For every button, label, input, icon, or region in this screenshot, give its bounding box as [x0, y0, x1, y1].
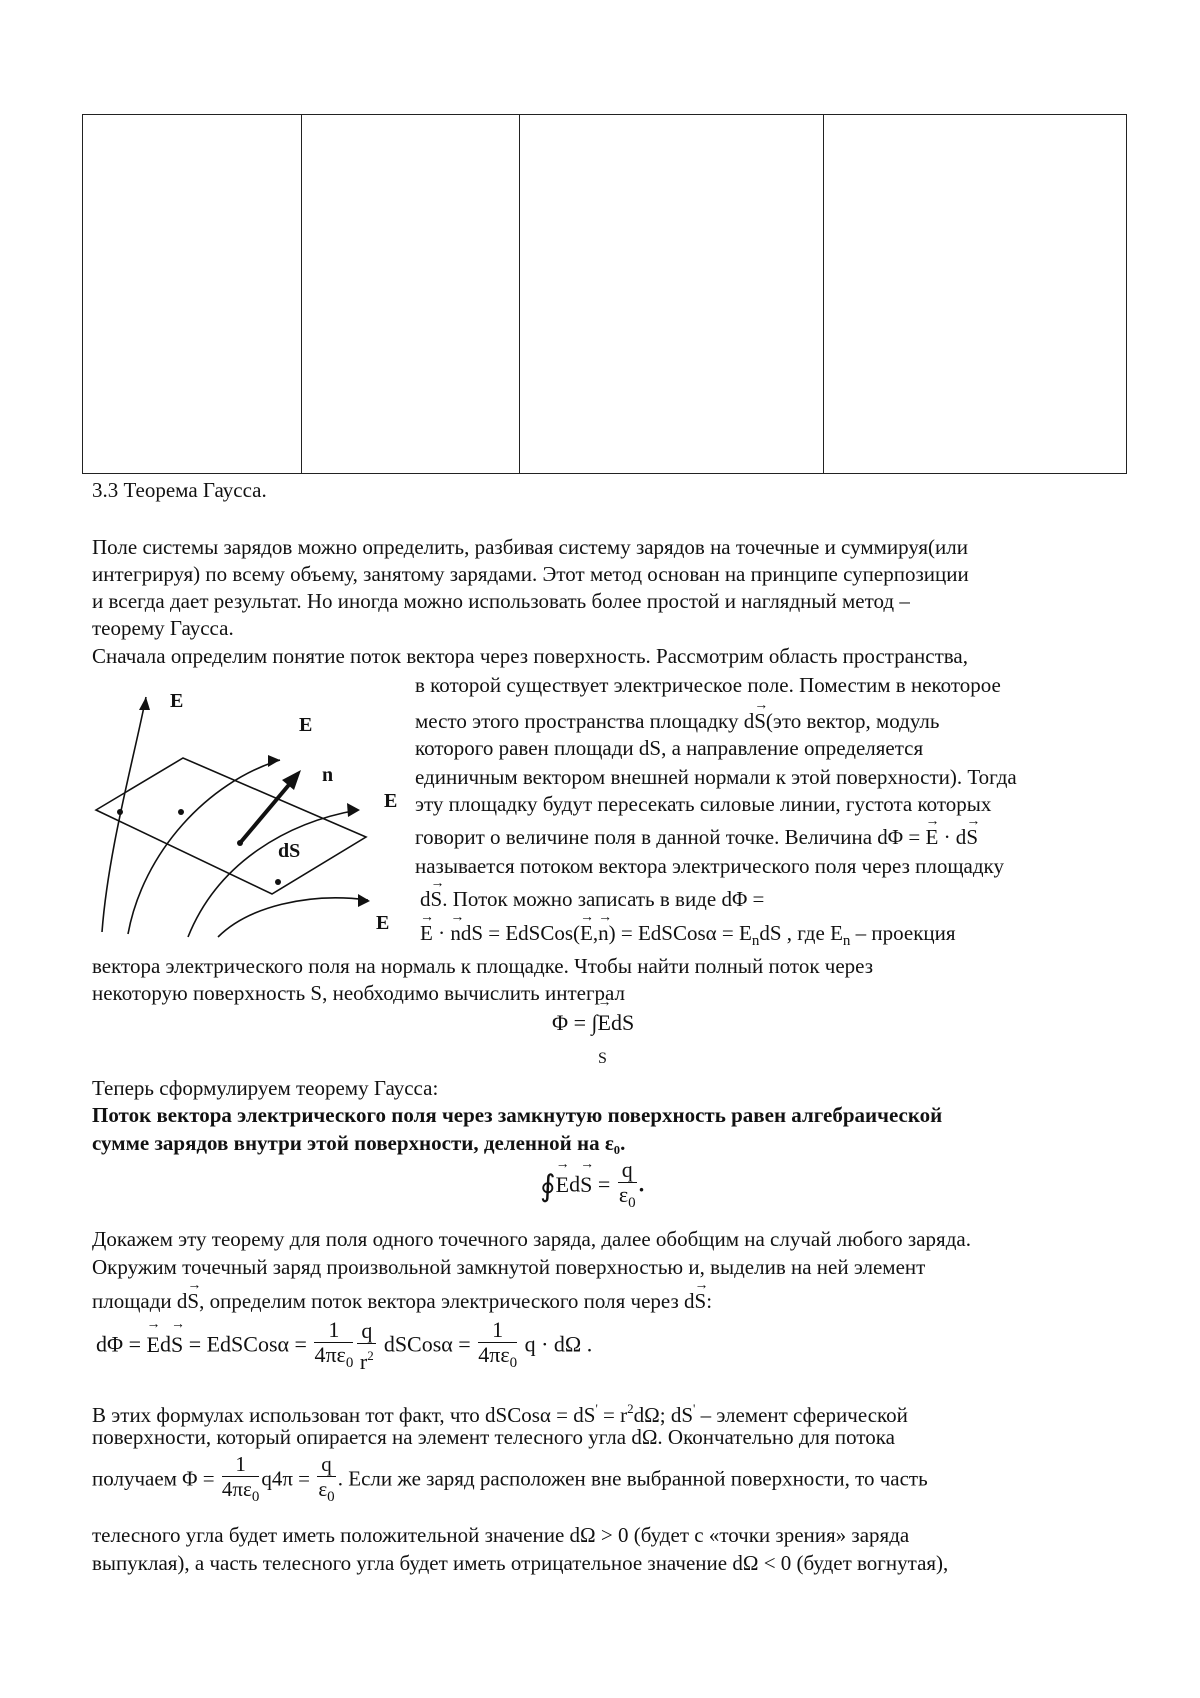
side-text: dS = EdSCos(: [460, 921, 581, 945]
para2-line: вектора электрического поля на нормаль к площадке. Чтобы найти полный поток через: [92, 954, 874, 978]
text: , определим поток вектора электрического поля через: [199, 1289, 685, 1313]
table-divider: [519, 115, 520, 473]
text: dΩ; dS: [633, 1403, 693, 1427]
after-line: выпуклая), а часть телесного угла будет иметь отрицательное значение dΩ < 0 (будет вогнутая),: [92, 1551, 949, 1575]
side-text: . Поток можно записать в виде dΦ =: [442, 887, 765, 911]
side-text: – проекция: [850, 921, 956, 945]
contour-integral-sign: ∮: [540, 1170, 556, 1203]
side-text: ·: [438, 921, 446, 945]
subscript: 0: [628, 1195, 636, 1211]
vector-s: → S: [171, 1332, 183, 1358]
side-line: в которой существует электрическое поле. Поместим в некоторое: [415, 673, 1001, 697]
integral-sign: Φ = ∫: [552, 1010, 598, 1035]
numerator: 1: [314, 1318, 353, 1343]
para1-line: и всегда дает результат. Но иногда можно использовать более простой и наглядный метод –: [92, 589, 910, 613]
side-line: говорит о величине поля в данной точке. Величина dΦ = → E · d→ S: [415, 824, 978, 850]
epsilon: ε: [618, 1182, 629, 1207]
side-line: [415, 708, 940, 734]
proof-line: Окружим точечный заряд произвольной замкнутой поверхностью и, выделив на ней элемент: [92, 1255, 926, 1279]
side-text: ) = EdSCosα = E: [608, 921, 752, 945]
vector-s: → S: [187, 1288, 199, 1314]
table-divider: [301, 115, 302, 473]
section-title: 3.3 Теорема Гаусса.: [92, 478, 267, 502]
after-line: телесного угла будет иметь положительной значение dΩ > 0 (будет с «точки зрения» заряда: [92, 1523, 910, 1547]
flux-derivation: dΦ = → Ed→ S = EdSCosα = $\frac{1}{4\pi\varepsilon_0}$ $\frac{q}{r^2}$ dSCosα = $\frac{1}{4\pi\varepsilon_0}$ q · dΩ .: [96, 1318, 592, 1375]
text: получаем Φ =: [92, 1466, 220, 1491]
text: = r: [597, 1403, 628, 1427]
period: .: [638, 1171, 645, 1197]
table-divider: [823, 115, 824, 473]
fraction: [314, 1318, 353, 1375]
fraction: [317, 1452, 336, 1509]
equals: =: [597, 1171, 611, 1197]
side-text: (это вектор, модуль: [765, 709, 940, 733]
field-label-e: E: [299, 714, 313, 736]
integrand: dS: [610, 1010, 635, 1035]
integral-lower-limit: S: [598, 1050, 607, 1067]
gauss-formula: ∮→ Ed→ S = $\frac{q}{\varepsilon_0}$ .: [540, 1158, 644, 1215]
after-line: В этих формулах использован тот факт, что dSCosα = $dS' = r^2d\Omega$; dS' – элемент сферической: [92, 1401, 908, 1427]
denominator: $4\pi\varepsilon_0$: [221, 1477, 260, 1505]
text: В этих формулах использован тот факт, что dSCosα = dS: [92, 1403, 596, 1427]
proof-line: Докажем эту теорему для поля одного точечного заряда, далее обобщим на случай любого заряда.: [92, 1227, 971, 1251]
denominator: $\varepsilon_0$: [318, 1477, 335, 1505]
flux-integral: [552, 1010, 634, 1036]
vector-s: → S: [695, 1288, 707, 1314]
numerator: q: [618, 1158, 637, 1183]
fraction: [357, 1319, 376, 1374]
denominator: $4\pi\varepsilon_0$: [478, 1342, 518, 1371]
side-line: которого равен площади dS, а направление определяется: [415, 736, 924, 760]
vector-e: → E: [598, 1010, 611, 1036]
denominator: [618, 1183, 637, 1215]
side-line: d→ S. Поток можно записать в виде dΦ =: [420, 886, 764, 912]
side-line: называется потоком вектора электрического поля через площадку: [415, 854, 1004, 878]
para1-line: интегрируя) по всему объему, занятому зарядами. Этот метод основан на принципе суперпозиции: [92, 562, 969, 586]
side-line: единичным вектором внешней нормали к этой поверхности). Тогда: [415, 765, 1017, 789]
text: . Если же заряд расположен вне выбранной поверхности, то часть: [337, 1466, 928, 1491]
lhs: dΦ =: [96, 1331, 141, 1357]
field-lines-figure: [88, 682, 418, 942]
side-line: → E · → ndS = EdSCos(→ E,→ n) = EdSCosα = $E_ndS$ , где $E_n$ – проекция: [420, 920, 956, 954]
after-line: поверхности, который опирается на элемент телесного угла dΩ. Окончательно для потока: [92, 1425, 895, 1449]
para2-line: Сначала определим понятие поток вектора через поверхность. Рассмотрим область пространства,: [92, 644, 968, 668]
normal-label-n: n: [322, 764, 334, 786]
text: dSCosα =: [383, 1331, 471, 1357]
denominator: $r^2$: [359, 1348, 374, 1374]
text: r: [359, 1349, 368, 1374]
field-label-e: E: [384, 790, 398, 812]
para1-line: теорему Гаусса.: [92, 616, 234, 640]
numerator: q: [357, 1319, 376, 1344]
para2-line: некоторую поверхность S, необходимо вычислить интеграл: [92, 981, 626, 1005]
numerator: 1: [222, 1452, 259, 1477]
text: :: [706, 1289, 713, 1313]
vector-e: → E: [580, 920, 593, 946]
vector-s: → S: [431, 886, 443, 912]
side-text: dS , где E: [759, 921, 843, 945]
fraction: [222, 1452, 259, 1509]
field-label-e: E: [376, 912, 390, 934]
text: q · dΩ .: [524, 1331, 593, 1357]
after-line: [92, 1452, 928, 1509]
numerator: 1: [478, 1318, 517, 1343]
denominator: $4\pi\varepsilon_0$: [314, 1342, 354, 1371]
proof-line: площади d→ S, определим поток вектора электрического поля через d→ S:: [92, 1288, 712, 1314]
text: 4πε: [314, 1342, 346, 1367]
gauss-statement: Поток вектора электрического поля через замкнутую поверхность равен алгебраической: [92, 1103, 943, 1127]
vector-n: → n: [598, 920, 609, 946]
text: – элемент сферической: [695, 1403, 908, 1427]
fraction: [618, 1158, 637, 1215]
field-label-e: E: [170, 690, 184, 712]
numerator: q: [317, 1452, 336, 1477]
vector-ds: d→ S: [744, 709, 766, 733]
para1-line: Поле системы зарядов можно определить, разбивая систему зарядов на точечные и суммируя(или: [92, 535, 968, 559]
vector-e: → E: [556, 1172, 569, 1198]
vector-n: → n: [450, 920, 461, 946]
side-text: место этого пространства площадку: [415, 709, 744, 733]
text: q4π =: [261, 1466, 311, 1491]
fraction: [478, 1318, 517, 1375]
text: 4πε: [478, 1342, 510, 1367]
vector-s: → S: [966, 824, 978, 850]
gauss-intro: Теперь сформулируем теорему Гаусса:: [92, 1076, 439, 1100]
vector-e: → E: [147, 1332, 160, 1358]
area-label-ds: dS: [278, 840, 301, 862]
empty-table: [82, 114, 1127, 474]
text: площади: [92, 1289, 177, 1313]
vector-e: → E: [925, 824, 938, 850]
vector-e: → E: [420, 920, 433, 946]
gauss-statement: сумме зарядов внутри этой поверхности, деленной на ε₀.: [92, 1131, 626, 1155]
side-text: говорит о величине поля в данной точке. Величина dΦ =: [415, 825, 926, 849]
vector-s: → S: [580, 1172, 592, 1198]
text: = EdSCosα =: [188, 1331, 307, 1357]
side-line: эту площадку будут пересекать силовые линии, густота которых: [415, 792, 992, 816]
